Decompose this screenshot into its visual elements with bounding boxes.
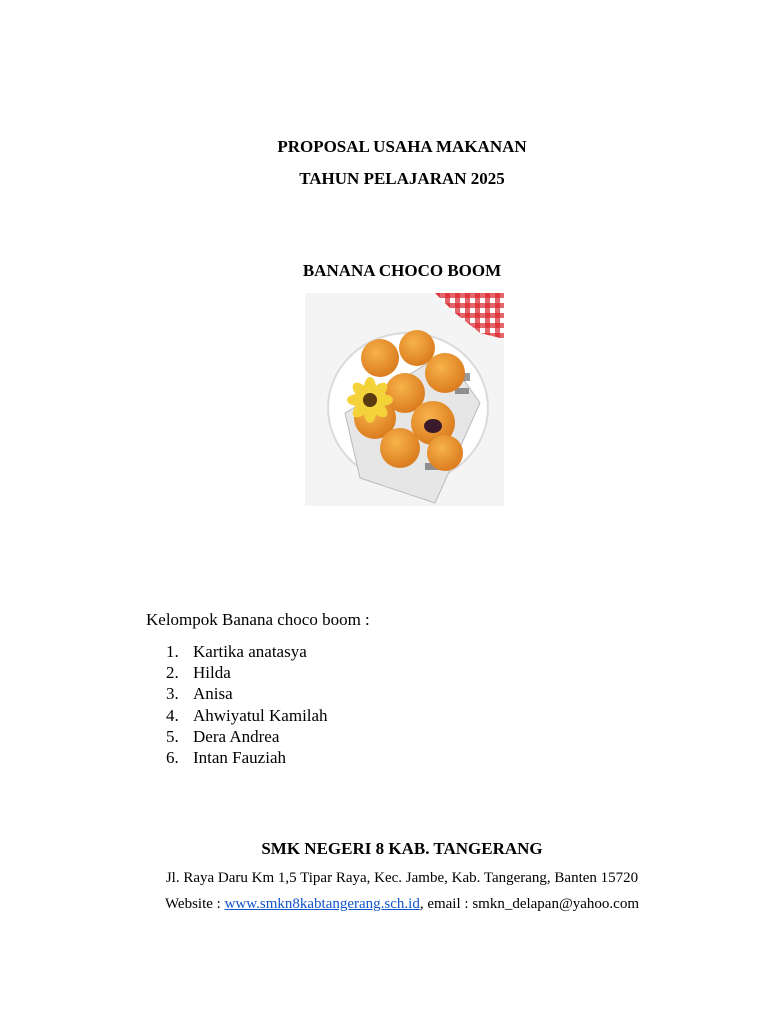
member-name: Ahwiyatul Kamilah bbox=[193, 705, 328, 725]
school-name: SMK NEGERI 8 KAB. TANGERANG bbox=[261, 839, 543, 858]
list-item bbox=[166, 641, 328, 662]
list-number: 3. bbox=[166, 684, 179, 704]
school-address: Jl. Raya Daru Km 1,5 Tipar Raya, Kec. Jambe, Kab. Tangerang, Banten 15720 bbox=[165, 870, 639, 886]
email-text: , email : smkn_delapan@yahoo.com bbox=[419, 896, 640, 912]
list-number: 1. bbox=[166, 642, 179, 661]
list-item bbox=[166, 705, 328, 726]
title-line-2: TAHUN PELAJARAN 2025 bbox=[299, 169, 505, 188]
list-item bbox=[166, 662, 328, 683]
list-item bbox=[166, 683, 328, 704]
list-number: 4. bbox=[166, 705, 179, 725]
list-number: 5. bbox=[166, 726, 179, 746]
member-name: Dera Andrea bbox=[193, 726, 280, 746]
member-list bbox=[166, 641, 328, 768]
group-label: Kelompok Banana choco boom : bbox=[146, 610, 370, 629]
member-name: Kartika anatasya bbox=[193, 642, 307, 661]
member-name: Hilda bbox=[193, 663, 231, 683]
contact-line bbox=[18, 896, 768, 913]
list-number: 6. bbox=[166, 747, 179, 767]
list-item bbox=[166, 726, 328, 747]
title-line-1: PROPOSAL USAHA MAKANAN bbox=[277, 137, 527, 156]
list-number: 2. bbox=[166, 663, 179, 683]
product-name: BANANA CHOCO BOOM bbox=[302, 261, 502, 280]
member-name: Intan Fauziah bbox=[193, 747, 286, 767]
website-prefix: Website : bbox=[164, 896, 225, 912]
website-link[interactable]: www.smkn8kabtangerang.sch.id bbox=[224, 896, 420, 912]
list-item bbox=[166, 747, 328, 768]
member-name: Anisa bbox=[193, 684, 233, 704]
product-photo bbox=[305, 293, 504, 506]
